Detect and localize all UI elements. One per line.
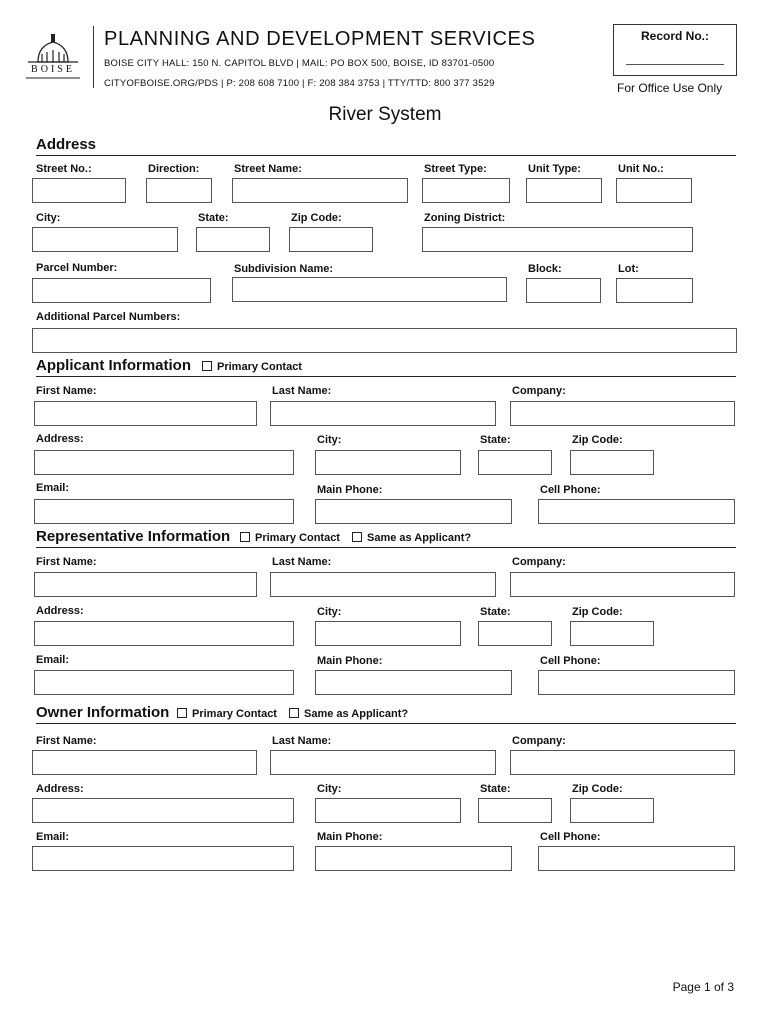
applicant-zip-input[interactable] xyxy=(570,450,654,475)
applicant-primary-contact-option[interactable] xyxy=(202,361,302,373)
last-name-label: Last Name: xyxy=(272,735,332,747)
logo-text: BOISE xyxy=(31,64,75,75)
state-label: State: xyxy=(198,212,229,224)
last-name-label: Last Name: xyxy=(272,556,332,568)
owner-cell-phone-input[interactable] xyxy=(538,846,735,871)
checkbox-icon[interactable] xyxy=(202,361,212,371)
email-label: Email: xyxy=(36,654,70,666)
city-input[interactable] xyxy=(32,227,178,252)
company-label: Company: xyxy=(512,735,566,747)
record-number-box xyxy=(613,24,737,76)
subdivision-label: Subdivision Name: xyxy=(234,263,334,275)
owner-last-name-input[interactable] xyxy=(270,750,496,775)
representative-section-header xyxy=(36,527,736,548)
rep-state-input[interactable] xyxy=(478,621,552,646)
org-name: PLANNING AND DEVELOPMENT SERVICES xyxy=(104,28,536,50)
rep-address-input[interactable] xyxy=(34,621,294,646)
option-label: Same as Applicant? xyxy=(304,708,409,720)
state-input[interactable] xyxy=(196,227,270,252)
block-label: Block: xyxy=(528,263,562,275)
company-label: Company: xyxy=(512,385,566,397)
main-phone-label: Main Phone: xyxy=(317,831,383,843)
zoning-label: Zoning District: xyxy=(424,212,506,224)
applicant-city-input[interactable] xyxy=(315,450,461,475)
applicant-cell-phone-input[interactable] xyxy=(538,499,735,524)
last-name-label: Last Name: xyxy=(272,385,332,397)
section-title: Applicant Information xyxy=(36,357,191,374)
zip-label: Zip Code: xyxy=(572,606,623,618)
page-number: Page 1 of 3 xyxy=(672,980,734,994)
lot-input[interactable] xyxy=(616,278,693,303)
option-label: Primary Contact xyxy=(255,532,340,544)
checkbox-icon[interactable] xyxy=(289,708,299,718)
parcel-label: Parcel Number: xyxy=(36,262,118,274)
applicant-main-phone-input[interactable] xyxy=(315,499,512,524)
option-label: Primary Contact xyxy=(192,708,277,720)
owner-state-input[interactable] xyxy=(478,798,552,823)
checkbox-icon[interactable] xyxy=(240,532,250,542)
first-name-label: First Name: xyxy=(36,556,97,568)
zip-label: Zip Code: xyxy=(572,783,623,795)
owner-same-as-applicant-option[interactable] xyxy=(289,708,408,720)
rep-email-input[interactable] xyxy=(34,670,294,695)
owner-address-input[interactable] xyxy=(32,798,294,823)
applicant-email-input[interactable] xyxy=(34,499,294,524)
applicant-company-input[interactable] xyxy=(510,401,735,426)
applicant-section-header xyxy=(36,356,736,377)
street-type-input[interactable] xyxy=(422,178,510,203)
address-label: Address: xyxy=(36,605,84,617)
owner-company-input[interactable] xyxy=(510,750,735,775)
owner-city-input[interactable] xyxy=(315,798,461,823)
cell-phone-label: Cell Phone: xyxy=(540,831,601,843)
parcel-input[interactable] xyxy=(32,278,211,303)
applicant-state-input[interactable] xyxy=(478,450,552,475)
street-no-input[interactable] xyxy=(32,178,126,203)
lot-label: Lot: xyxy=(618,263,639,275)
cell-phone-label: Cell Phone: xyxy=(540,484,601,496)
owner-zip-input[interactable] xyxy=(570,798,654,823)
city-label: City: xyxy=(317,434,342,446)
street-name-label: Street Name: xyxy=(234,163,302,175)
rep-city-input[interactable] xyxy=(315,621,461,646)
address-label: Address: xyxy=(36,433,84,445)
cell-phone-label: Cell Phone: xyxy=(540,655,601,667)
option-label: Primary Contact xyxy=(217,361,302,373)
form-title: River System xyxy=(328,104,442,125)
zip-input[interactable] xyxy=(289,227,373,252)
unit-no-label: Unit No.: xyxy=(618,163,664,175)
org-address: BOISE CITY HALL: 150 N. CAPITOL BLVD | MAIL: PO BOX 500, BOISE, ID 83701-0500 xyxy=(104,58,495,69)
city-label: City: xyxy=(317,606,342,618)
email-label: Email: xyxy=(36,831,70,843)
record-number-line xyxy=(626,64,724,65)
rep-main-phone-input[interactable] xyxy=(315,670,512,695)
unit-no-input[interactable] xyxy=(616,178,692,203)
email-label: Email: xyxy=(36,482,70,494)
street-type-label: Street Type: xyxy=(424,163,487,175)
section-title: Representative Information xyxy=(36,528,231,545)
rep-primary-contact-option[interactable] xyxy=(240,532,340,544)
rep-company-input[interactable] xyxy=(510,572,735,597)
owner-section-header xyxy=(36,703,736,724)
rep-zip-input[interactable] xyxy=(570,621,654,646)
section-title: Owner Information xyxy=(36,704,170,721)
unit-type-label: Unit Type: xyxy=(528,163,581,175)
owner-main-phone-input[interactable] xyxy=(315,846,512,871)
state-label: State: xyxy=(480,434,511,446)
org-contact: CITYOFBOISE.ORG/PDS | P: 208 608 7100 | F: 208 384 3753 | TTY/TTD: 800 377 3529 xyxy=(104,78,495,89)
city-label: City: xyxy=(317,783,342,795)
state-label: State: xyxy=(480,606,511,618)
applicant-address-input[interactable] xyxy=(34,450,294,475)
zoning-input[interactable] xyxy=(422,227,693,252)
state-label: State: xyxy=(480,783,511,795)
additional-parcels-label: Additional Parcel Numbers: xyxy=(36,311,181,323)
rep-cell-phone-input[interactable] xyxy=(538,670,735,695)
main-phone-label: Main Phone: xyxy=(317,484,383,496)
main-phone-label: Main Phone: xyxy=(317,655,383,667)
rep-first-name-input[interactable] xyxy=(34,572,257,597)
owner-email-input[interactable] xyxy=(32,846,294,871)
office-use-note: For Office Use Only xyxy=(617,81,723,95)
address-section-header xyxy=(36,135,736,156)
checkbox-icon[interactable] xyxy=(177,708,187,718)
unit-type-input[interactable] xyxy=(526,178,602,203)
street-name-input[interactable] xyxy=(232,178,408,203)
applicant-last-name-input[interactable] xyxy=(270,401,496,426)
option-label: Same as Applicant? xyxy=(367,532,472,544)
record-number-label: Record No.: xyxy=(640,29,709,43)
rep-last-name-input[interactable] xyxy=(270,572,496,597)
company-label: Company: xyxy=(512,556,566,568)
owner-primary-contact-option[interactable] xyxy=(177,708,277,720)
applicant-first-name-input[interactable] xyxy=(34,401,257,426)
owner-first-name-input[interactable] xyxy=(32,750,257,775)
first-name-label: First Name: xyxy=(36,735,97,747)
section-title: Address xyxy=(36,136,97,153)
city-label: City: xyxy=(36,212,61,224)
rep-same-as-applicant-option[interactable] xyxy=(352,532,471,544)
block-input[interactable] xyxy=(526,278,601,303)
address-label: Address: xyxy=(36,783,84,795)
zip-label: Zip Code: xyxy=(291,212,342,224)
direction-input[interactable] xyxy=(146,178,212,203)
checkbox-icon[interactable] xyxy=(352,532,362,542)
header-divider xyxy=(93,26,94,88)
first-name-label: First Name: xyxy=(36,385,97,397)
additional-parcels-input[interactable] xyxy=(32,328,737,353)
zip-label: Zip Code: xyxy=(572,434,623,446)
subdivision-input[interactable] xyxy=(232,277,507,302)
city-seal-logo xyxy=(22,26,84,88)
direction-label: Direction: xyxy=(148,163,200,175)
street-no-label: Street No.: xyxy=(36,163,92,175)
